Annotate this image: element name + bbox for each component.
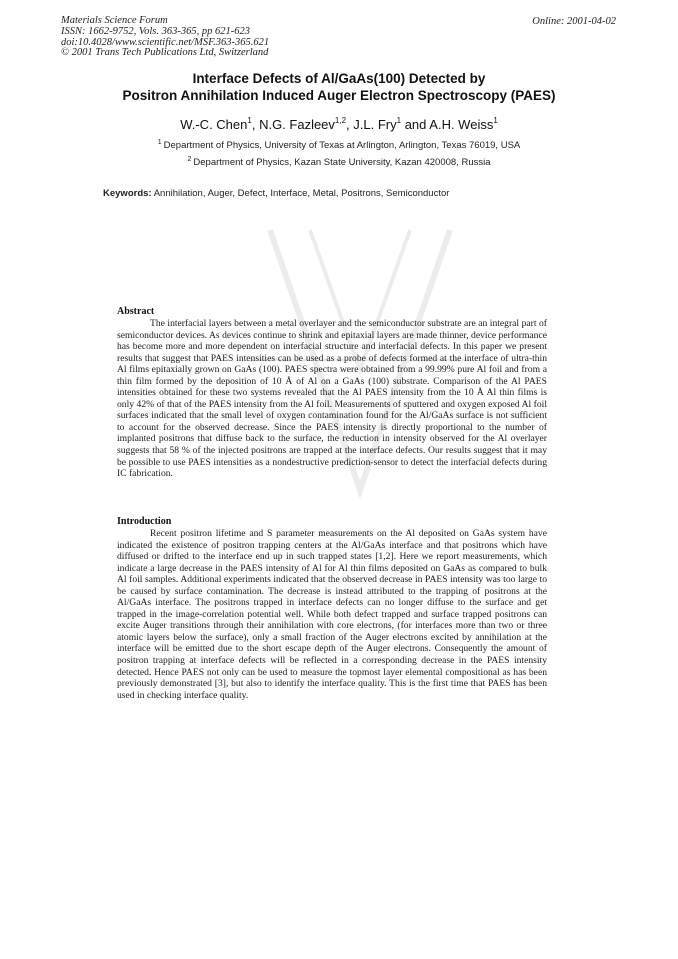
author-name: J.L. Fry bbox=[353, 117, 397, 132]
author-list bbox=[0, 116, 678, 132]
author-affiliation-mark: 1 bbox=[493, 116, 498, 125]
affiliation-number: 1 bbox=[157, 139, 162, 146]
author-name: N.G. Fazleev bbox=[259, 117, 335, 132]
affiliation-1 bbox=[0, 139, 678, 151]
keywords bbox=[103, 188, 449, 199]
author-affiliation-mark: 1 bbox=[396, 116, 402, 125]
affiliation-text: Department of Physics, Kazan State University, Kazan 420008, Russia bbox=[193, 157, 491, 168]
keywords-text: Annihilation, Auger, Defect, Interface, Metal, Positrons, Semiconductor bbox=[153, 188, 450, 199]
author-separator: , bbox=[346, 117, 354, 132]
author-affiliation-mark: 1 bbox=[247, 116, 252, 125]
publication-header bbox=[61, 16, 269, 59]
affiliation-text: Department of Physics, University of Texas at Arlington, Arlington, Texas 76019, USA bbox=[163, 140, 521, 151]
introduction-section bbox=[117, 516, 547, 701]
copyright-line: © 2001 Trans Tech Publications Ltd, Switzerland bbox=[61, 47, 269, 59]
issn-line: ISSN: 1662-9752, Vols. 363-365, pp 621-623 bbox=[61, 25, 250, 37]
abstract-section bbox=[117, 306, 547, 480]
author-name: A.H. Weiss bbox=[429, 117, 494, 132]
title-line-2: Positron Annihilation Induced Auger Electron Spectroscopy (PAES) bbox=[122, 88, 556, 103]
introduction-body: Recent positron lifetime and S parameter measurements on the Al deposited on GaAs system have indicated the existence of positron trapping centers at the Al/GaAs interface and that positrons which have diffused or drifted to the interface end up in such trapped states [1,2]. Here we report measurements, which indicate a large decrease in the PAES intensity of Al for Al thin films deposited on GaAs as compared to bulk Al foil samples. Additional experiments indicated that the observed decrease in PAES intensity was too large to be caused by surface contamination. The decrease is instead attributed to the trapping of positrons at the Al/GaAs interface. The positrons trapped in interface defects can no longer diffuse to the surface and get trapped in the image-correlation potential well. While both defect trapped and surface trapped positrons can excite Auger transitions through their annihilation with core electrons, (for interfaces more than two or three atomic layers below the surface), only a small fraction of the Auger electrons excited by annihilation at the interface will be emitted due to the short escape depth of the Auger electrons. Consequently the amount of positron trapping at interface defects will be reflected in a corresponding decrease in the PAES intensity detected. Hence PAES not only can be used to measure the topmost layer elemental compositional as has been previously demonstrated [3], but also to identify the interface quality. This is the first time that PAES has been used in checking interface quality. bbox=[117, 528, 547, 701]
affiliation-2 bbox=[0, 156, 678, 168]
author-name: W.-C. Chen bbox=[180, 117, 248, 132]
abstract-body: The interfacial layers between a metal overlayer and the semiconductor substrate are an integral part of semiconductor devices. As devices continue to shrink and epitaxial layers are made thinner, device performance has become more and more dependent on interfacial structure and interfacial defects. In this paper we present results that suggest that PAES intensities can be used as a probe of defects formed at the interface of ultra-thin Al films epitaxially grown on GaAs (100). PAES spectra were obtained from a 99.99% pure Al foil and from a thin film formed by the deposition of 10 Å of Al on a GaAs (100) substrate. Comparison of the Al PAES intensities obtained for these two systems revealed that the Al PAES intensity from the 10 Å Al thin films is only 42% of that of the PAES intensity from the Al foil. Measurements of sputtered and oxygen exposed Al foil surfaces indicated that the small level of oxygen contamination found for the Al/GaAs surface is not sufficient to account for the observed decrease. Since the PAES intensity is directly proportional to the number of implanted positrons that diffuse back to the surface, the reduction in intensity observed for the Al overlayer suggests that 58 % of the injected positrons are trapped at the interface defects. Our results suggest that it may be possible to use PAES intensities as a nondestructive prediction-sensor to detect the interfacial defects during IC fabrication. bbox=[117, 318, 547, 480]
introduction-heading: Introduction bbox=[117, 516, 172, 527]
author-separator: and bbox=[401, 117, 430, 132]
doi-link[interactable]: doi:10.4028/www.scientific.net/MSF.363-365.621 bbox=[61, 36, 270, 48]
author-affiliation-mark: 1,2 bbox=[334, 116, 347, 125]
affiliation-number: 2 bbox=[187, 156, 192, 163]
online-date: Online: 2001-04-02 bbox=[532, 16, 616, 27]
abstract-heading: Abstract bbox=[117, 306, 155, 317]
title-line-1: Interface Defects of Al/GaAs(100) Detected by bbox=[192, 71, 486, 86]
author-separator: , bbox=[251, 117, 260, 132]
journal-name: Materials Science Forum bbox=[61, 15, 168, 26]
paper-title bbox=[0, 70, 678, 104]
keywords-label: Keywords: bbox=[103, 188, 152, 199]
